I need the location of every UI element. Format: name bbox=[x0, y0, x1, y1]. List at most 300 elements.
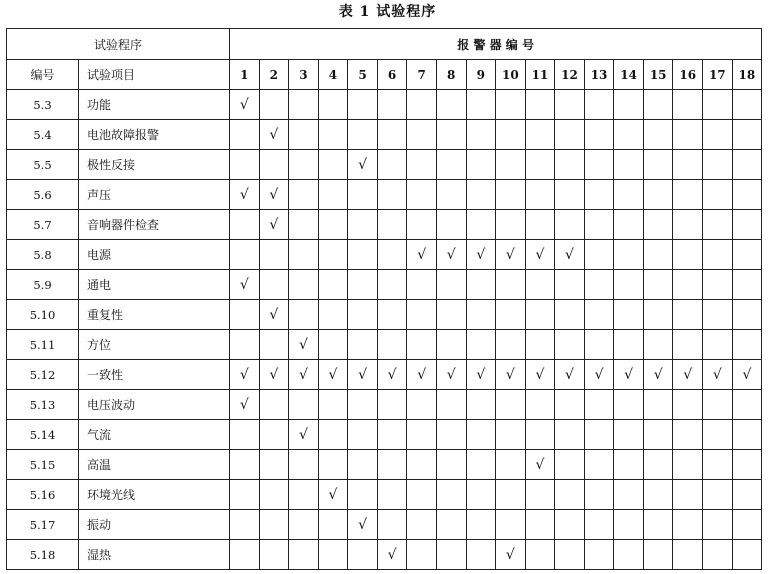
check-cell bbox=[466, 90, 496, 120]
check-cell bbox=[407, 360, 437, 390]
check-cell bbox=[614, 390, 644, 420]
check-cell bbox=[407, 90, 437, 120]
check-cell bbox=[407, 210, 437, 240]
check-cell bbox=[377, 270, 407, 300]
check-cell bbox=[377, 150, 407, 180]
check-cell bbox=[348, 390, 378, 420]
check-mark-icon: √ bbox=[239, 276, 249, 293]
check-cell bbox=[230, 120, 260, 150]
check-cell bbox=[555, 210, 585, 240]
check-cell bbox=[673, 390, 703, 420]
table-caption: 表 1 试验程序 bbox=[338, 4, 437, 20]
check-cell bbox=[643, 210, 673, 240]
check-cell bbox=[732, 180, 762, 210]
check-cell bbox=[525, 510, 555, 540]
clause-number: 5.3 bbox=[7, 90, 79, 120]
check-cell bbox=[348, 300, 378, 330]
check-cell bbox=[377, 180, 407, 210]
check-cell bbox=[436, 120, 466, 150]
check-cell bbox=[318, 180, 348, 210]
check-cell bbox=[673, 150, 703, 180]
check-cell bbox=[318, 360, 348, 390]
alarm-number-header-cell: 14 bbox=[614, 60, 644, 90]
header-row-columns bbox=[7, 60, 762, 90]
check-cell bbox=[289, 150, 319, 180]
check-cell bbox=[673, 420, 703, 450]
check-cell bbox=[230, 540, 260, 570]
check-cell bbox=[643, 540, 673, 570]
check-cell bbox=[525, 420, 555, 450]
check-cell bbox=[732, 480, 762, 510]
check-cell bbox=[377, 420, 407, 450]
check-mark-icon: √ bbox=[358, 156, 367, 173]
check-mark-icon: √ bbox=[239, 96, 249, 113]
check-cell bbox=[407, 180, 437, 210]
alarm-number-header-cell: 2 bbox=[259, 60, 289, 90]
check-mark-icon: √ bbox=[742, 366, 752, 383]
check-mark-icon: √ bbox=[239, 366, 249, 383]
test-item-name: 通电 bbox=[79, 270, 230, 300]
test-item-name: 电池故障报警 bbox=[79, 120, 230, 150]
check-cell bbox=[289, 180, 319, 210]
check-cell bbox=[289, 300, 319, 330]
check-cell bbox=[436, 240, 466, 270]
test-item-name: 极性反接 bbox=[79, 150, 230, 180]
check-cell bbox=[643, 330, 673, 360]
alarm-number-header: 报 警 器 编 号 bbox=[230, 29, 762, 60]
check-cell bbox=[732, 300, 762, 330]
test-item-name: 环境光线 bbox=[79, 480, 230, 510]
check-cell bbox=[584, 90, 614, 120]
check-mark-icon: √ bbox=[476, 366, 486, 383]
check-cell bbox=[643, 270, 673, 300]
check-cell bbox=[289, 270, 319, 300]
check-cell bbox=[377, 240, 407, 270]
clause-number: 5.15 bbox=[7, 450, 79, 480]
test-item-name: 气流 bbox=[79, 420, 230, 450]
check-cell bbox=[614, 180, 644, 210]
check-cell bbox=[436, 510, 466, 540]
check-cell bbox=[673, 210, 703, 240]
check-cell bbox=[584, 270, 614, 300]
test-item-name: 电源 bbox=[79, 240, 230, 270]
alarm-number-header-cell: 11 bbox=[525, 60, 555, 90]
check-cell bbox=[259, 330, 289, 360]
check-cell bbox=[703, 120, 733, 150]
check-cell bbox=[703, 150, 733, 180]
check-cell bbox=[348, 90, 378, 120]
check-cell bbox=[348, 330, 378, 360]
table-row bbox=[7, 450, 762, 480]
clause-number: 5.18 bbox=[7, 540, 79, 570]
clause-number: 5.11 bbox=[7, 330, 79, 360]
clause-number: 5.10 bbox=[7, 300, 79, 330]
check-mark-icon: √ bbox=[417, 246, 427, 263]
check-mark-icon: √ bbox=[505, 366, 515, 383]
check-cell bbox=[230, 90, 260, 120]
check-mark-icon: √ bbox=[269, 186, 279, 203]
check-cell bbox=[259, 300, 289, 330]
check-cell bbox=[407, 510, 437, 540]
check-cell bbox=[584, 420, 614, 450]
check-cell bbox=[673, 330, 703, 360]
check-cell bbox=[555, 420, 585, 450]
check-cell bbox=[318, 480, 348, 510]
check-cell bbox=[584, 300, 614, 330]
check-cell bbox=[614, 540, 644, 570]
clause-number: 5.13 bbox=[7, 390, 79, 420]
check-cell bbox=[584, 390, 614, 420]
check-mark-icon: √ bbox=[417, 366, 427, 383]
table-row bbox=[7, 300, 762, 330]
check-cell bbox=[377, 450, 407, 480]
check-cell bbox=[614, 270, 644, 300]
check-cell bbox=[230, 420, 260, 450]
check-cell bbox=[377, 540, 407, 570]
table-row bbox=[7, 480, 762, 510]
check-cell bbox=[436, 90, 466, 120]
check-cell bbox=[703, 210, 733, 240]
test-item-name: 一致性 bbox=[79, 360, 230, 390]
check-cell bbox=[555, 450, 585, 480]
clause-number: 5.17 bbox=[7, 510, 79, 540]
check-mark-icon: √ bbox=[535, 246, 545, 263]
check-cell bbox=[289, 540, 319, 570]
check-cell bbox=[703, 450, 733, 480]
check-mark-icon: √ bbox=[624, 366, 634, 383]
check-cell bbox=[259, 120, 289, 150]
check-cell bbox=[259, 240, 289, 270]
clause-number: 5.14 bbox=[7, 420, 79, 450]
check-cell bbox=[436, 420, 466, 450]
check-cell bbox=[643, 450, 673, 480]
test-item-name: 音响器件检查 bbox=[79, 210, 230, 240]
check-cell bbox=[230, 300, 260, 330]
check-cell bbox=[614, 360, 644, 390]
check-cell bbox=[407, 390, 437, 420]
check-cell bbox=[496, 480, 526, 510]
check-mark-icon: √ bbox=[358, 366, 367, 383]
check-cell bbox=[584, 480, 614, 510]
check-cell bbox=[732, 330, 762, 360]
check-cell bbox=[614, 150, 644, 180]
check-cell bbox=[584, 360, 614, 390]
check-cell bbox=[703, 420, 733, 450]
check-cell bbox=[584, 510, 614, 540]
check-cell bbox=[348, 510, 378, 540]
check-cell bbox=[436, 450, 466, 480]
alarm-number-header-cell: 17 bbox=[703, 60, 733, 90]
check-cell bbox=[732, 420, 762, 450]
check-cell bbox=[466, 480, 496, 510]
check-cell bbox=[289, 240, 319, 270]
check-cell bbox=[436, 360, 466, 390]
check-cell bbox=[703, 510, 733, 540]
check-mark-icon: √ bbox=[505, 546, 515, 563]
test-item-column-header: 试验项目 bbox=[79, 60, 230, 90]
check-cell bbox=[348, 180, 378, 210]
clause-number: 5.8 bbox=[7, 240, 79, 270]
check-cell bbox=[703, 330, 733, 360]
check-cell bbox=[436, 480, 466, 510]
check-cell bbox=[466, 180, 496, 210]
check-cell bbox=[496, 180, 526, 210]
check-cell bbox=[407, 330, 437, 360]
test-item-name: 方位 bbox=[79, 330, 230, 360]
check-cell bbox=[673, 270, 703, 300]
check-cell bbox=[377, 360, 407, 390]
check-cell bbox=[584, 330, 614, 360]
check-cell bbox=[230, 210, 260, 240]
check-cell bbox=[525, 450, 555, 480]
check-cell bbox=[348, 240, 378, 270]
check-cell bbox=[289, 120, 319, 150]
check-cell bbox=[318, 210, 348, 240]
check-cell bbox=[230, 270, 260, 300]
alarm-number-header-cell: 4 bbox=[318, 60, 348, 90]
check-cell bbox=[230, 240, 260, 270]
check-cell bbox=[703, 240, 733, 270]
check-cell bbox=[732, 540, 762, 570]
check-cell bbox=[496, 90, 526, 120]
check-cell bbox=[289, 360, 319, 390]
alarm-number-header-cell: 13 bbox=[584, 60, 614, 90]
alarm-number-header-cell: 9 bbox=[466, 60, 496, 90]
alarm-number-header-cell: 7 bbox=[407, 60, 437, 90]
check-cell bbox=[466, 390, 496, 420]
number-column-header: 编号 bbox=[7, 60, 79, 90]
check-cell bbox=[525, 120, 555, 150]
clause-number: 5.9 bbox=[7, 270, 79, 300]
check-cell bbox=[673, 240, 703, 270]
check-cell bbox=[673, 510, 703, 540]
check-cell bbox=[436, 330, 466, 360]
check-cell bbox=[318, 240, 348, 270]
check-cell bbox=[377, 510, 407, 540]
test-item-name: 声压 bbox=[79, 180, 230, 210]
check-cell bbox=[673, 480, 703, 510]
check-mark-icon: √ bbox=[269, 306, 279, 323]
check-cell bbox=[496, 270, 526, 300]
check-cell bbox=[525, 90, 555, 120]
alarm-number-header-cell: 6 bbox=[377, 60, 407, 90]
clause-number: 5.4 bbox=[7, 120, 79, 150]
check-mark-icon: √ bbox=[653, 366, 663, 383]
check-mark-icon: √ bbox=[328, 486, 338, 503]
check-cell bbox=[289, 210, 319, 240]
check-cell bbox=[318, 540, 348, 570]
check-cell bbox=[643, 360, 673, 390]
check-cell bbox=[318, 150, 348, 180]
alarm-number-header-cell: 15 bbox=[643, 60, 673, 90]
check-cell bbox=[525, 300, 555, 330]
check-cell bbox=[643, 120, 673, 150]
check-cell bbox=[259, 150, 289, 180]
check-cell bbox=[348, 120, 378, 150]
check-cell bbox=[436, 210, 466, 240]
table-row bbox=[7, 180, 762, 210]
check-cell bbox=[584, 180, 614, 210]
check-cell bbox=[614, 450, 644, 480]
test-item-name: 高温 bbox=[79, 450, 230, 480]
table-row bbox=[7, 90, 762, 120]
alarm-number-header-cell: 12 bbox=[555, 60, 585, 90]
check-cell bbox=[555, 480, 585, 510]
check-cell bbox=[496, 210, 526, 240]
check-cell bbox=[643, 180, 673, 210]
check-mark-icon: √ bbox=[298, 426, 308, 443]
check-cell bbox=[555, 270, 585, 300]
check-cell bbox=[496, 300, 526, 330]
check-cell bbox=[466, 270, 496, 300]
check-cell bbox=[318, 300, 348, 330]
table-row bbox=[7, 510, 762, 540]
alarm-number-header-cell: 16 bbox=[673, 60, 703, 90]
check-cell bbox=[496, 390, 526, 420]
check-mark-icon: √ bbox=[269, 366, 279, 383]
check-cell bbox=[407, 270, 437, 300]
check-cell bbox=[230, 180, 260, 210]
check-cell bbox=[496, 420, 526, 450]
check-mark-icon: √ bbox=[239, 186, 249, 203]
check-mark-icon: √ bbox=[565, 366, 574, 383]
check-cell bbox=[407, 240, 437, 270]
check-cell bbox=[555, 240, 585, 270]
check-cell bbox=[614, 120, 644, 150]
check-cell bbox=[466, 120, 496, 150]
test-item-name: 湿热 bbox=[79, 540, 230, 570]
alarm-number-header-cell: 18 bbox=[732, 60, 762, 90]
alarm-number-header-cell: 5 bbox=[348, 60, 378, 90]
check-mark-icon: √ bbox=[683, 366, 693, 383]
check-mark-icon: √ bbox=[476, 246, 486, 263]
check-cell bbox=[377, 210, 407, 240]
check-cell bbox=[348, 420, 378, 450]
check-cell bbox=[466, 420, 496, 450]
check-cell bbox=[348, 450, 378, 480]
clause-number: 5.12 bbox=[7, 360, 79, 390]
check-cell bbox=[289, 510, 319, 540]
check-cell bbox=[525, 360, 555, 390]
check-cell bbox=[614, 240, 644, 270]
check-cell bbox=[230, 480, 260, 510]
alarm-number-header-cell: 10 bbox=[496, 60, 526, 90]
check-cell bbox=[496, 540, 526, 570]
table-row bbox=[7, 360, 762, 390]
check-cell bbox=[230, 510, 260, 540]
check-cell bbox=[466, 240, 496, 270]
check-cell bbox=[732, 150, 762, 180]
check-cell bbox=[525, 270, 555, 300]
table-row bbox=[7, 540, 762, 570]
check-cell bbox=[673, 180, 703, 210]
check-cell bbox=[643, 240, 673, 270]
check-cell bbox=[259, 450, 289, 480]
check-cell bbox=[230, 150, 260, 180]
check-cell bbox=[525, 240, 555, 270]
check-cell bbox=[555, 90, 585, 120]
check-cell bbox=[318, 420, 348, 450]
test-item-name: 振动 bbox=[79, 510, 230, 540]
procedure-header: 试验程序 bbox=[7, 29, 230, 60]
check-cell bbox=[259, 540, 289, 570]
check-cell bbox=[259, 210, 289, 240]
test-procedure-table bbox=[6, 28, 762, 570]
check-cell bbox=[289, 90, 319, 120]
check-cell bbox=[732, 450, 762, 480]
check-cell bbox=[348, 150, 378, 180]
check-cell bbox=[643, 300, 673, 330]
check-cell bbox=[496, 450, 526, 480]
check-cell bbox=[377, 480, 407, 510]
check-cell bbox=[259, 510, 289, 540]
table-row bbox=[7, 270, 762, 300]
check-cell bbox=[259, 420, 289, 450]
check-cell bbox=[643, 90, 673, 120]
check-cell bbox=[230, 330, 260, 360]
table-row bbox=[7, 150, 762, 180]
check-cell bbox=[466, 210, 496, 240]
check-mark-icon: √ bbox=[387, 366, 397, 383]
check-cell bbox=[703, 540, 733, 570]
check-cell bbox=[407, 300, 437, 330]
check-cell bbox=[259, 270, 289, 300]
check-cell bbox=[673, 120, 703, 150]
check-cell bbox=[584, 150, 614, 180]
check-cell bbox=[496, 330, 526, 360]
check-cell bbox=[643, 150, 673, 180]
check-mark-icon: √ bbox=[535, 456, 545, 473]
table-row bbox=[7, 120, 762, 150]
check-cell bbox=[614, 420, 644, 450]
check-cell bbox=[703, 480, 733, 510]
check-cell bbox=[289, 390, 319, 420]
check-cell bbox=[555, 390, 585, 420]
check-cell bbox=[230, 390, 260, 420]
clause-number: 5.16 bbox=[7, 480, 79, 510]
check-cell bbox=[584, 240, 614, 270]
check-cell bbox=[732, 240, 762, 270]
check-cell bbox=[259, 360, 289, 390]
check-cell bbox=[525, 180, 555, 210]
check-cell bbox=[673, 360, 703, 390]
check-cell bbox=[259, 390, 289, 420]
check-cell bbox=[643, 510, 673, 540]
check-cell bbox=[407, 120, 437, 150]
check-cell bbox=[703, 180, 733, 210]
check-mark-icon: √ bbox=[239, 396, 249, 413]
check-cell bbox=[703, 90, 733, 120]
check-cell bbox=[614, 330, 644, 360]
check-cell bbox=[643, 420, 673, 450]
check-cell bbox=[555, 510, 585, 540]
test-item-name: 功能 bbox=[79, 90, 230, 120]
header-row-groups bbox=[7, 29, 762, 60]
alarm-number-header-cell: 8 bbox=[436, 60, 466, 90]
check-mark-icon: √ bbox=[565, 246, 574, 263]
check-cell bbox=[466, 360, 496, 390]
test-item-name: 电压波动 bbox=[79, 390, 230, 420]
check-cell bbox=[377, 330, 407, 360]
clause-number: 5.6 bbox=[7, 180, 79, 210]
check-cell bbox=[525, 210, 555, 240]
check-cell bbox=[525, 480, 555, 510]
check-cell bbox=[732, 360, 762, 390]
check-cell bbox=[259, 180, 289, 210]
check-cell bbox=[466, 510, 496, 540]
check-cell bbox=[673, 90, 703, 120]
check-cell bbox=[614, 210, 644, 240]
